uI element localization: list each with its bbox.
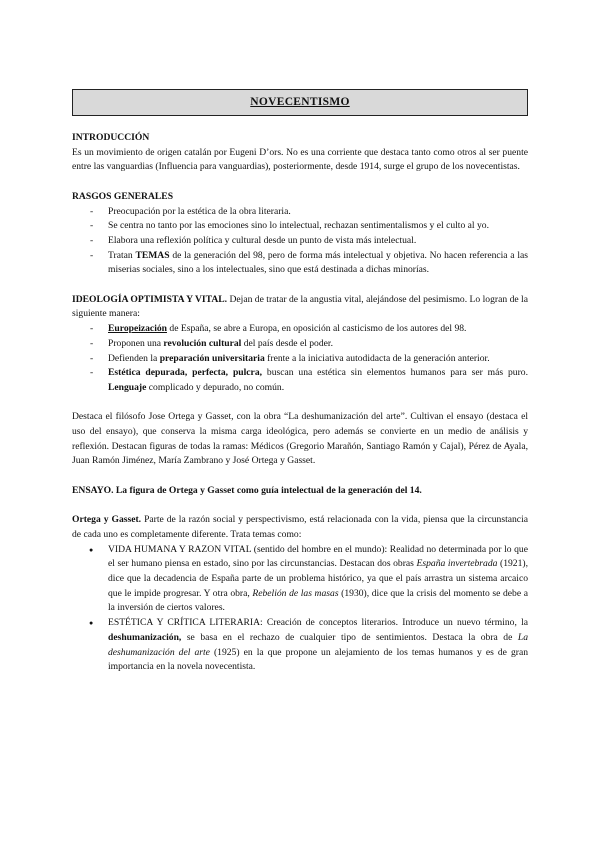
list-item: - Defienden la preparación universitaria frente a la iniciativa autodidacta de la generación anterior. [72, 352, 528, 367]
list-item: - Europeización de España, se abre a Europa, en oposición al casticismo de los autores del 98. [72, 322, 528, 337]
intro-text: Es un movimiento de origen catalán por Eugeni D’ors. No es una corriente que destaca tanto como otros al ser puente entre las vanguardias (Influencia para vanguardias), posteriormente, desde 1914, surge el grupo de los novecentistas. [72, 146, 528, 173]
ortega-name: Ortega y Gasset. [72, 514, 142, 526]
ideologia-paragraph: IDEOLOGÍA OPTIMISTA Y VITAL. Dejan de tratar de la angustia vital, alejándose del pesimismo. Lo logran de la siguiente manera: [72, 293, 528, 320]
intro-heading: INTRODUCCIÓN [72, 132, 150, 143]
list-item: ● VIDA HUMANA Y RAZON VITAL (sentido del hombre en el mundo): Realidad no determinada por lo que el ser humano piensa en estado, sino por las circunstancias. Destacan dos obras España invertebrada (1921), dice que la decadencia de España parte de un problema histórico, ya que el país arrastra un sistema arcaico que le impide progresar. Y otra obra, Rebelión de las masas (1930), dice que la crisis del momento se debe a la inversión de ciertos valores. [72, 543, 528, 617]
ideologia-list [72, 322, 528, 396]
list-item: - Elabora una reflexión política y cultural desde un punto de vista más intelectual. [72, 234, 528, 249]
ensayo-heading: ENSAYO. La figura de Ortega y Gasset como guía intelectual de la generación del 14. [72, 484, 422, 496]
page-title: NOVECENTISMO [250, 96, 350, 108]
list-item: ● ESTÉTICA Y CRÍTICA LITERARIA: Creación de conceptos literarios. Introduce un nuevo término, la deshumanización, se basa en el rechazo de cualquier tipo de sentimientos. Destaca la obra de La deshumanización del arte (1925) en la que propone un alejamiento de los temas humanos y es de gran importancia en la novela novecentista. [72, 616, 528, 675]
title-box [72, 89, 528, 116]
list-item: - Preocupación por la estética de la obra literaria. [72, 205, 528, 220]
ortega-paragraph: Ortega y Gasset. Parte de la razón social y perspectivismo, está relacionada con la vida, piensa que la circunstancia de cada uno es completamente diferente. Trata temas como: [72, 514, 528, 540]
list-item: - Tratan TEMAS de la generación del 98, pero de forma más intelectual y objetiva. No hacen referencia a las miserias sociales, sino a los intelectuales, sino que está destinada a dichas minorías. [72, 249, 528, 278]
list-item: - Se centra no tanto por las emociones sino lo intelectual, rechazan sentimentalismos y el culto al yo. [72, 219, 528, 234]
list-item: - Estética depurada, perfecta, pulcra, buscan una estética sin elementos humanos para ser más puro. Lenguaje complicado y depurado, no común. [72, 366, 528, 395]
rasgos-heading: RASGOS GENERALES [72, 190, 174, 202]
list-item: - Proponen una revolución cultural del país desde el poder. [72, 337, 528, 352]
ortega-intro-text: Destaca el filósofo Jose Ortega y Gasset, con la obra “La deshumanización del arte”. Cultivan el ensayo (destaca el uso del ensayo), que conserva la misma carga ideológica, pero además se convierte en un medio de análisis y reflexión. Destacan figuras de todas la ramas: Médicos (Gregorio Marañón, Santiago Ramón y Cajal), Pérez de Ayala, Juan Ramón Jiménez, María Zambrano y José Ortega y Gasset. [72, 411, 528, 467]
rasgos-list [72, 205, 528, 279]
ortega-list [72, 543, 528, 675]
document-body [72, 131, 528, 675]
ideologia-heading: IDEOLOGÍA OPTIMISTA Y VITAL. [72, 293, 228, 305]
